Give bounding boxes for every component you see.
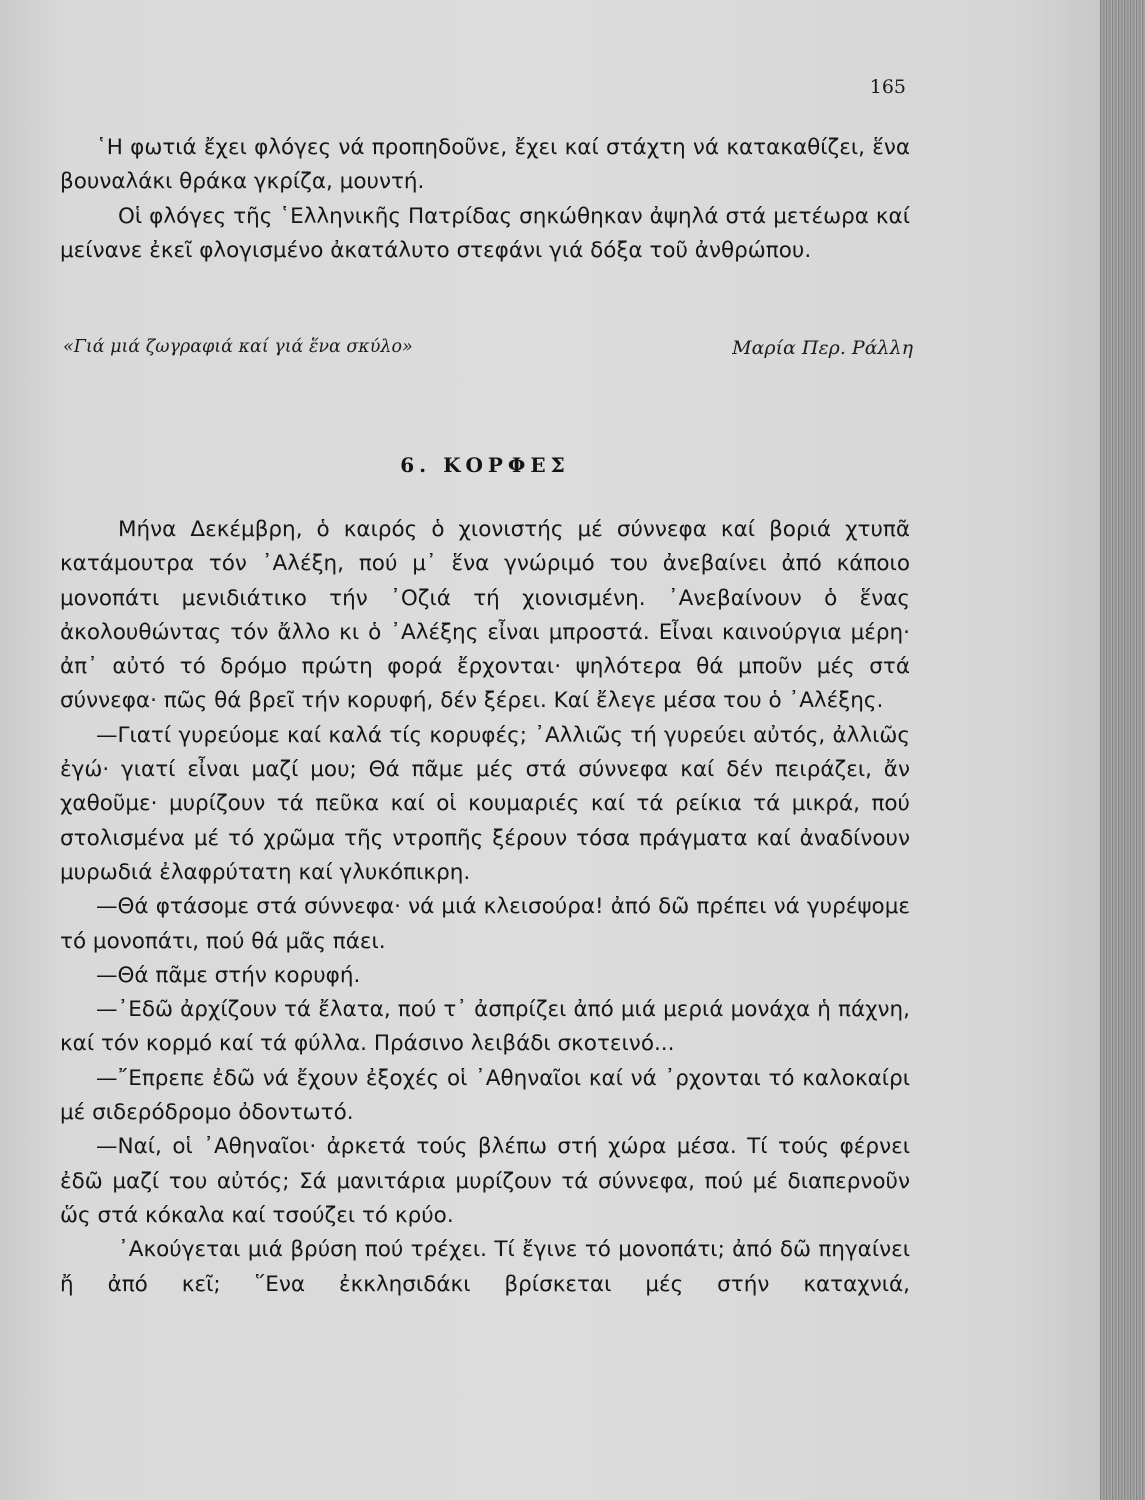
attribution-source: «Γιά μιά ζωγραφιά καί γιά ἕνα σκύλο» bbox=[63, 337, 413, 357]
body-text-block bbox=[60, 513, 910, 1302]
attribution bbox=[63, 337, 913, 367]
top-text-block bbox=[60, 131, 910, 268]
paragraph: —Γιατί γυρεύομε καί καλά τίς κορυφές; ᾿Αλλιῶς τή γυρεύει αὐτός, ἀλλιῶς ἐγώ· γιατί εἶναι μαζί μου; Θά πᾶμε μές στά σύννεφα καί δέν πειράζει, ἄν χαθοῦμε· μυρίζουν τά πεῦκα καί οἱ κουμαριές καί τά ρείκια τά μικρά, πού στολισμένα μέ τό χρῶμα τῆς ντροπῆς ξέρουν τόσα πράγματα καί ἀναδίνουν μυρωδιά ἐλαφρύτατη καί γλυκόπικρη. bbox=[60, 722, 910, 885]
paragraph: —Θά πᾶμε στήν κορυφή. bbox=[96, 962, 361, 988]
paragraph: ῾Η φωτιά ἔχει φλόγες νά προπηδοῦνε, ἔχει καί στάχτη νά κατακαθίζει, ἕνα βουναλάκι θράκα γκρίζα, μουντή. bbox=[60, 135, 910, 195]
page-edge bbox=[1100, 0, 1145, 1500]
attribution-author: Μαρία Περ. Ράλλη bbox=[732, 337, 913, 359]
paragraph: —᾿Εδῶ ἀρχίζουν τά ἔλατα, πού τ᾿ ἀσπρίζει ἀπό μιά μεριά μονάχα ἡ πάχνη, καί τόν κορμό καί τά φύλλα. Πράσινο λειβάδι σκοτεινό... bbox=[60, 997, 910, 1057]
page-number: 165 bbox=[869, 76, 906, 98]
paragraph: —Θά φτάσομε στά σύννεφα· νά μιά κλεισούρα! ἀπό δῶ πρέπει νά γυρέψομε τό μονοπάτι, πού θά μᾶς πάει. bbox=[60, 894, 910, 954]
paragraph: —Ναί, οἱ ᾿Αθηναῖοι· ἀρκετά τούς βλέπω στή χώρα μέσα. Τί τούς φέρνει ἐδῶ μαζί του αὐτός; Σά μανιτάρια μυρίζουν τά σύννεφα, πού μέ διαπερνοῦν ὥς στά κόκαλα καί τσούζει τό κρύο. bbox=[60, 1134, 910, 1228]
paragraph: Οἱ φλόγες τῆς ῾Ελληνικῆς Πατρίδας σηκώθηκαν ἀψηλά στά μετέωρα καί μείνανε ἐκεῖ φλογισμένο ἀκατάλυτο στεφάνι γιά δόξα τοῦ ἀνθρώπου. bbox=[60, 203, 910, 263]
paragraph: ᾿Ακούγεται μιά βρύση πού τρέχει. Τί ἔγινε τό μονοπάτι; ἀπό δῶ πηγαίνει ἤ ἀπό κεῖ; ῞Ενα ἐκκλησιδάκι βρίσκεται μές στήν καταχνιά, bbox=[60, 1237, 910, 1297]
paragraph: Μήνα Δεκέμβρη, ὁ καιρός ὁ χιονιστής μέ σύννεφα καί βοριά χτυπᾶ κατάμουτρα τόν ᾿Αλέξη, πού μ᾿ ἕνα γνώριμό του ἀνεβαίνει ἀπό κάποιο μονοπάτι μενιδιάτικο τήν ᾿Οζιά τή χιονισμένη. ᾿Ανεβαίνουν ὁ ἕνας ἀκολουθώντας τόν ἄλλο κι ὁ ᾿Αλέξης εἶναι μπροστά. Εἶναι καινούργια μέρη· ἀπ᾿ αὐτό τό δρόμο πρώτη φορά ἔρχονται· ψηλότερα θά μποῦν μές στά σύννεφα· πῶς θά βρεῖ τήν κορυφή, δέν ξέρει. Καί ἔλεγε μέσα του ὁ ᾿Αλέξης. bbox=[60, 517, 910, 714]
section-heading: 6. ΚΟΡΦΕΣ bbox=[400, 453, 570, 477]
paragraph: —῎Επρεπε ἐδῶ νά ἔχουν ἐξοχές οἱ ᾿Αθηναῖοι καί νά ᾿ρχονται τό καλοκαίρι μέ σιδερόδρομο ὀδοντωτό. bbox=[60, 1065, 910, 1126]
